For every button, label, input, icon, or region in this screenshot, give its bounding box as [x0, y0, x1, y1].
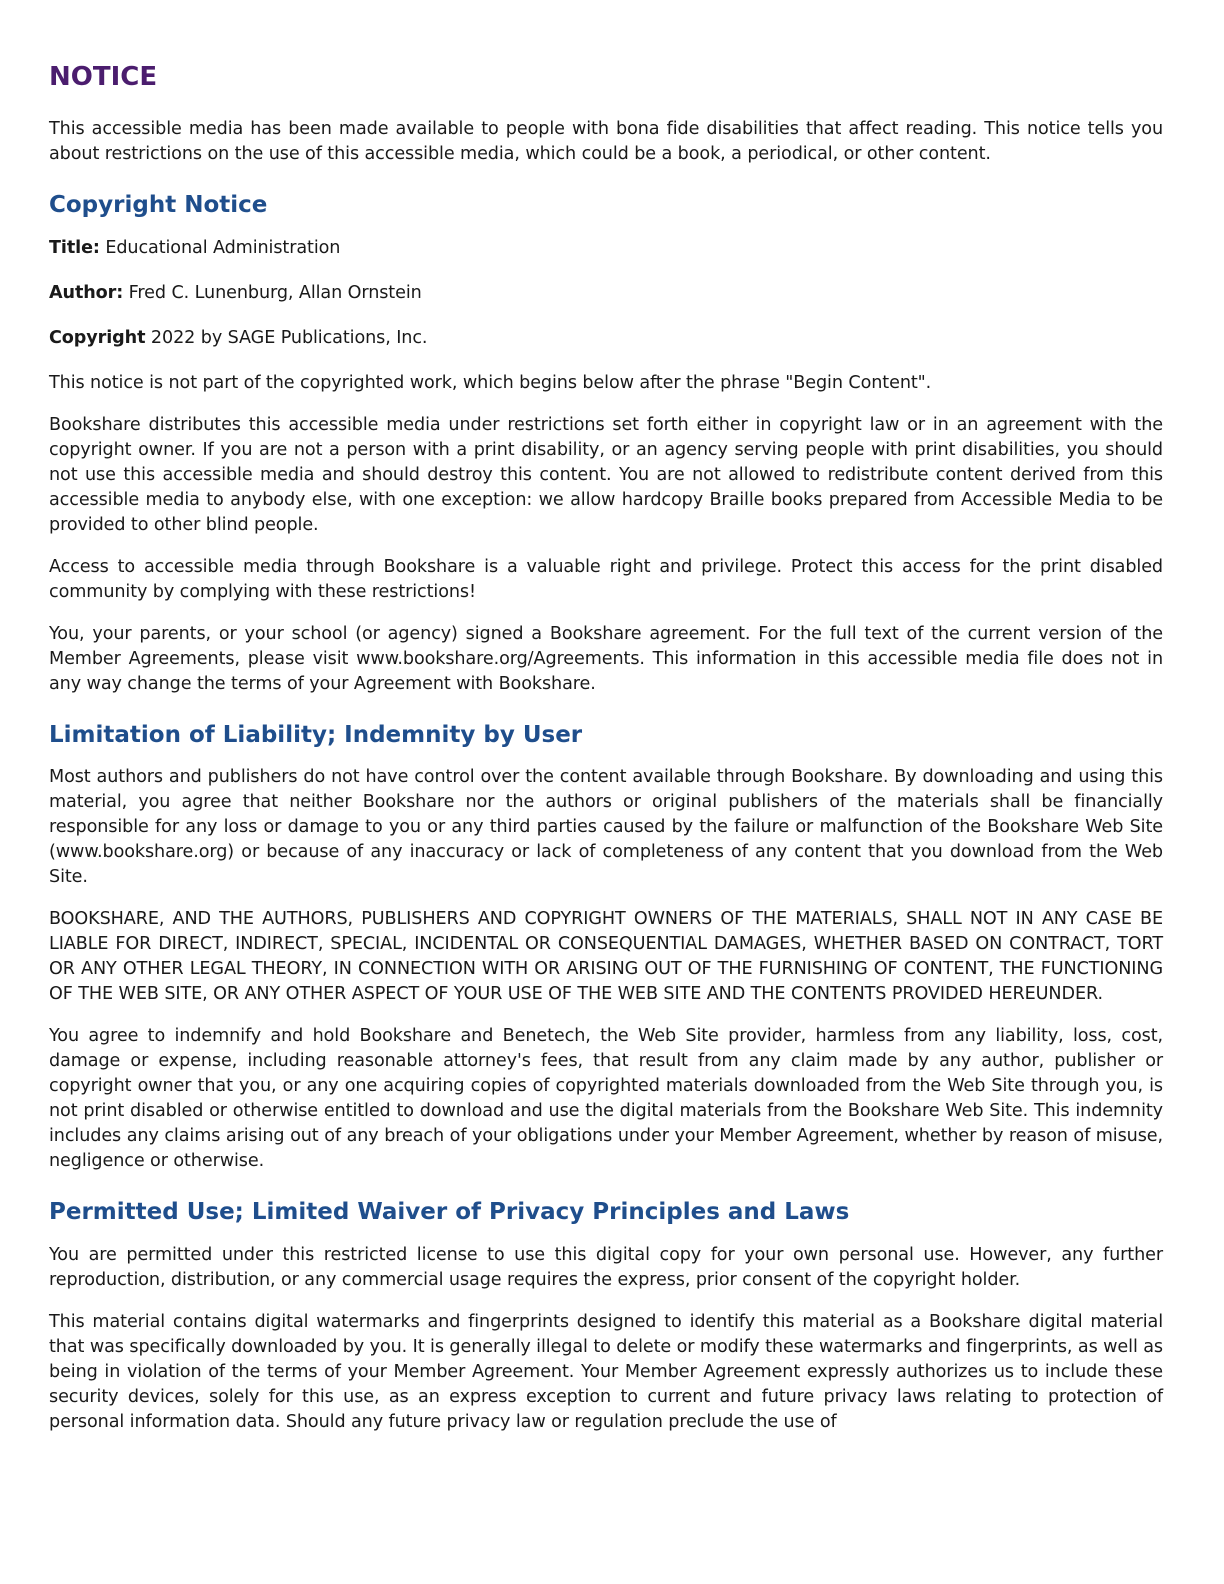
paragraph: This notice is not part of the copyrighted work, which begins below after the phrase "Begin Content".: [49, 372, 932, 393]
section-spacer: [49, 184, 1163, 192]
liability-heading: Limitation of Liability; Indemnity by User: [49, 721, 583, 748]
paragraph: You agree to indemnify and hold Bookshare and Benetech, the Web Site provider, harmless from any liability, loss, cost, damage or expense, including reasonable attorney's fees, that result from any claim made by any author, publisher or copyright owner that you, or any one acquiring copies of copyrighted materials downloaded from the Web Site through you, is not print disabled or otherwise entitled to download and use the digital materials from the Bookshare Web Site. This indemnity includes any claims arising out of any breach of your obligations under your Member Agreement, whether by reason of misuse, negligence or otherwise.: [49, 1026, 1163, 1172]
title-label: Title:: [49, 237, 100, 258]
notice-intro: This accessible media has been made available to people with bona fide disabilities that affect reading. This notice tells you about restrictions on the use of this accessible media, which could be a book, a periodical, or other content.: [49, 119, 1163, 165]
author-label: Author:: [49, 282, 124, 303]
permitted-use-section: [49, 1199, 1163, 1435]
paragraph: BOOKSHARE, AND THE AUTHORS, PUBLISHERS AND COPYRIGHT OWNERS OF THE MATERIALS, SHALL NOT IN ANY CASE BE LIABLE FOR DIRECT, INDIRECT, SPECIAL, INCIDENTAL OR CONSEQUENTIAL DAMAGES, WHETHER BASED ON CONTRACT, TORT OR ANY OTHER LEGAL THEORY, IN CONNECTION WITH OR ARISING OUT OF THE FURNISHING OF CONTENT, THE FUNCTIONING OF THE WEB SITE, OR ANY OTHER ASPECT OF YOUR USE OF THE WEB SITE AND THE CONTENTS PROVIDED HEREUNDER.: [49, 909, 1163, 1005]
copyright-label: Copyright: [49, 327, 146, 348]
title-line: [49, 236, 1163, 261]
notice-page: [49, 62, 1163, 1452]
copyright-value: 2022 by SAGE Publications, Inc.: [145, 327, 428, 348]
author-line: [49, 281, 1163, 306]
permitted-use-heading: Permitted Use; Limited Waiver of Privacy Principles and Laws: [49, 1199, 850, 1226]
paragraph: Most authors and publishers do not have control over the content available through Bookshare. By downloading and using this material, you agree that neither Bookshare nor the authors or original publishers of the materials shall be financially responsible for any loss or damage to you or any third parties caused by the failure or malfunction of the Bookshare Web Site (www.bookshare.org) or because of any inaccuracy or lack of completeness of any content that you download from the Web Site.: [49, 767, 1163, 888]
paragraph: This material contains digital watermarks and fingerprints designed to identify this material as a Bookshare digital material that was specifically downloaded by you. It is generally illegal to delete or modify these watermarks and fingerprints, as well as being in violation of the terms of your Member Agreement. Your Member Agreement expressly authorizes us to include these security devices, solely for this use, as an express exception to current and future privacy laws relating to protection of personal information data. Should any future privacy law or regulation preclude the use of: [49, 1311, 1163, 1432]
liability-section: [49, 722, 1163, 1175]
copyright-line: [49, 326, 1163, 351]
section-spacer: [49, 1191, 1163, 1199]
author-value: Fred C. Lunenburg, Allan Ornstein: [123, 282, 422, 303]
paragraph: Bookshare distributes this accessible media under restrictions set forth either in copyright law or in an agreement with the copyright owner. If you are not a person with a print disability, or an agency serving people with print disabilities, you should not use this accessible media and should destroy this content. You are not allowed to redistribute content derived from this accessible media to anybody else, with one exception: we allow hardcopy Braille books prepared from Accessible Media to be provided to other blind people.: [49, 414, 1163, 535]
copyright-notice-section: [49, 192, 1163, 697]
paragraph: You are permitted under this restricted license to use this digital copy for your own personal use. However, any further reproduction, distribution, or any commercial usage requires the express, prior consent of the copyright holder.: [49, 1244, 1163, 1290]
section-spacer: [49, 714, 1163, 722]
title-value: Educational Administration: [99, 237, 341, 258]
copyright-notice-heading: Copyright Notice: [49, 192, 268, 219]
paragraph: Access to accessible media through Bookshare is a valuable right and privilege. Protect this access for the print disabled community by complying with these restrictions!: [49, 556, 1163, 602]
paragraph: You, your parents, or your school (or agency) signed a Bookshare agreement. For the full text of the current version of the Member Agreements, please visit www.bookshare.org/Agreements. This information in this accessible media file does not in any way change the terms of your Agreement with Bookshare.: [49, 623, 1163, 694]
page-title: NOTICE: [49, 62, 158, 92]
